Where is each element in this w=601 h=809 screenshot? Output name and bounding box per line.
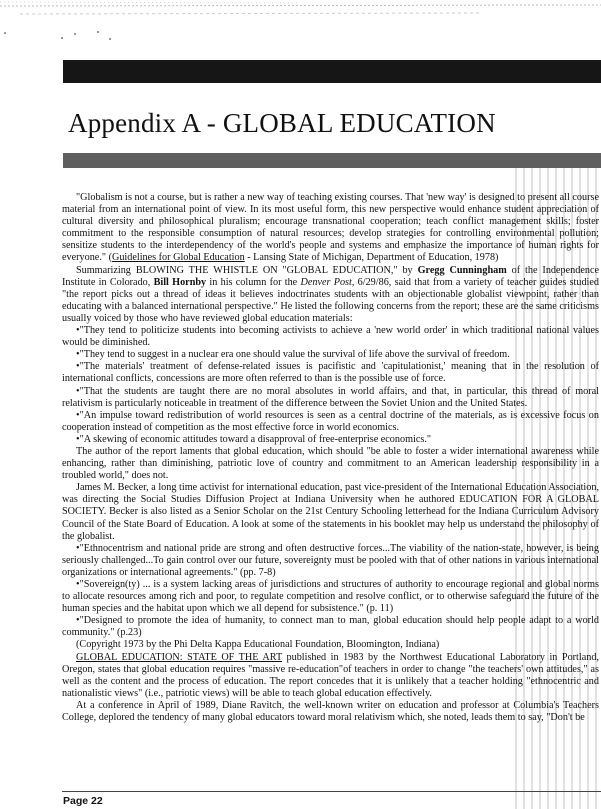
scan-noise-top [0, 0, 601, 40]
bullet-paragraph [62, 543, 599, 579]
text-segment: •"An impulse toward redistribution of world resources is seen as a central doctrine of the materials, as is excessive focus on cooperation instead of competition as the most effective force in world economics. [62, 409, 599, 433]
text-segment: Bill Hornby [153, 276, 207, 288]
text-segment: •"Designed to promote the idea of humanity, to connect man to man, global education should help people adapt to a world community." (p.23) [62, 615, 599, 639]
text-segment: Summarizing BLOWING THE WHISTLE ON "GLOBAL EDUCATION," by [76, 264, 418, 276]
bullet-paragraph [62, 349, 599, 361]
text-segment: - Lansing State of Michigan, Department of Education, 1978) [244, 252, 499, 264]
bullet-paragraph [62, 325, 599, 349]
article-body [62, 192, 599, 724]
text-segment: GLOBAL EDUCATION: STATE OF THE ART [76, 651, 282, 663]
text-segment: Denver Post [300, 276, 352, 288]
text-segment: At a conference in April of 1989, Diane Ravitch, the well-known writer on education and professor at Columbia's Teachers College, deplored the tendency of many global educators toward moral relativism which, she noted, leads them to say, "Don't be [62, 699, 599, 724]
paragraph [62, 265, 599, 325]
text-segment: James M. Becker, a long time activist for international education, past vice-president of the International Education Association, was directing the Social Studies Diffusion Project at Indiana University when he authored EDUCATION FOR A GLOBAL SOCIETY. Becker is also listed as a Senior Scholar on the 21st Century Schooling letterhead for the Indiana Curriculum Advisory Council of the State Board of Education. A look at some of the statements in his booklet may help us understand the philosophy of the globalist. [62, 482, 599, 542]
text-segment: (Copyright 1973 by the Phi Delta Kappa Educational Foundation, Bloomington, Indiana) [76, 639, 440, 651]
footer-rule [62, 791, 601, 792]
text-segment: published in 1983 by the Northwest Educational Laboratory in Portland, Oregon, states that global education requires "massive re-education"of teachers in order to change "the teachers' own attitudes," as well as the content and the process of education. The report concedes that it is unlikely that a teacher holding "ethnocentric and nationalistic views" (i.e., patriotic views) will be able to teach global education effectively. [62, 651, 599, 699]
paragraph [62, 639, 599, 651]
paragraph [62, 700, 599, 724]
bullet-paragraph [62, 361, 599, 385]
bullet-paragraph [62, 579, 599, 615]
text-segment: The author of the report laments that global education, which should "be able to foster a wider international awareness while enhancing, rather than diminishing, patriotic love of country and commitment to an American leadership responsibility in a troubled world," does not. [62, 445, 599, 482]
text-segment: in his column for the [206, 276, 301, 288]
text-segment: of the Independence Institute in Colorado, [62, 264, 599, 288]
text-segment: •"Sovereign(ty) ... is a system lacking areas of jurisdictions and structures of authority to encourage regional and global norms to allocate resources among rich and poor, to regulate competition and resolve conflict, or to otherwise safeguard the future of the human species and the habitat upon which we all depend for subsistence." (p. 11) [62, 579, 599, 615]
text-segment: "Globalism is not a course, but is rather a new way of teaching existing courses. That 'new way' is designed to present all course material from an international point of view. In its most useful form, this new perspective would enhance student appreciation of cultural diversity and philosophical pluralism; encourage transnational cooperation; teach conflict management skills; foster commitment to the responsible consumption of natural resources; develop strategies for controlling environmental pollution; sensitize students to the interdependency of the world's people and systems and emphasize the importance of human rights for everyone." ( [62, 192, 599, 264]
bullet-paragraph [62, 434, 599, 446]
text-segment: •"That the students are taught there are no moral absolutes in world affairs, and that, in particular, this thread of moral relativism is particularly noticeable in treatment of the difference between the Soviet Union and the United States. [62, 385, 599, 409]
text-segment: •"They tend to suggest in a nuclear era one should value the survival of life above the survival of freedom. [76, 349, 510, 361]
text-segment: •"Ethnocentrism and national pride are strong and often destructive forces...The viability of the nation-state, however, is being seriously challenged...To gain control over our future, sovereignty must be pooled with that of other nations in various international organizations or international agreements." (pp. 7-8) [62, 542, 599, 578]
paragraph [62, 652, 599, 700]
page-title: Appendix A - GLOBAL EDUCATION [68, 108, 496, 138]
text-segment: , 6/29/86, said that from a variety of teacher guides studied "the report picks out a thread of ideas it believes indoctrinates students with an objectionable globalist viewpoint, rather than educating with a balanced international perspective." He listed the following concerns from the report; these are the same criticisms usually voiced by those who have reviewed global education materials: [62, 276, 600, 324]
header-black-bar [63, 60, 601, 83]
bullet-paragraph [62, 386, 599, 410]
text-segment: •"The materials' treatment of defense-related issues is pacifistic and 'capitulationist,' meaning that in the resolution of international conflicts, concessions are more often referred to than is the possible use of force. [62, 361, 599, 385]
bullet-paragraph [62, 615, 599, 639]
title-underline-bar [63, 153, 601, 168]
text-segment: •"They tend to politicize students into becoming activists to achieve a 'new world order' in which traditional national values would be diminished. [62, 325, 599, 349]
text-segment: Gregg Cunningham [417, 264, 507, 276]
paragraph [62, 446, 599, 482]
paragraph [62, 482, 599, 542]
text-segment: •"A skewing of economic attitudes toward a disapproval of free-enterprise economics." [76, 433, 432, 445]
text-segment: Guidelines for Global Education [111, 252, 245, 264]
bullet-paragraph [62, 410, 599, 434]
paragraph [62, 192, 599, 265]
page-number: Page 22 [63, 795, 103, 807]
